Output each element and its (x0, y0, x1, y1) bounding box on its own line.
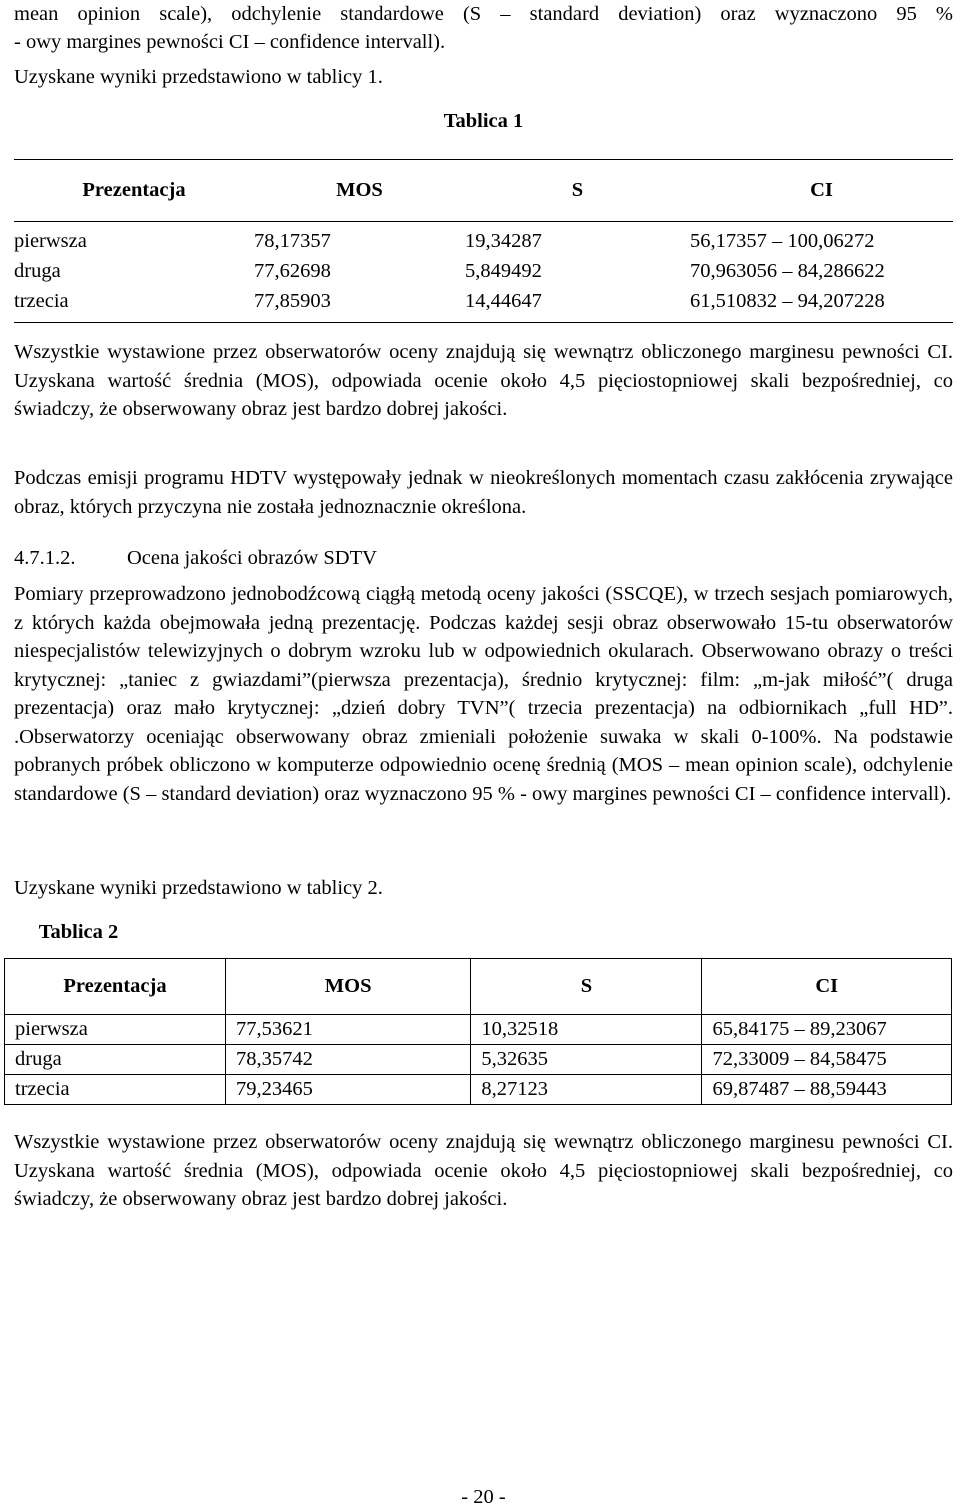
page-number: - 20 - (461, 1486, 506, 1508)
table-cell: 72,33009 – 84,58475 (702, 1045, 952, 1075)
table-row (5, 1015, 952, 1045)
paragraph: Uzyskane wyniki przedstawiono w tablicy 2. (14, 877, 383, 899)
table-2 (4, 958, 952, 1105)
table1-header-row (14, 160, 953, 222)
table-cell: 77,53621 (225, 1015, 470, 1045)
table-cell: 14,44647 (465, 289, 542, 312)
table-cell: 56,17357 – 100,06272 (690, 229, 875, 252)
paragraph: Pomiary przeprowadzono jednobodźcową ciągłą metodą oceny jakości (SSCQE), w trzech sesjach pomiarowych, z których każda obejmowała jedną prezentację. Podczas każdej sesji obraz obserwowało 15-tu obserwatorów niespecjalistów telewizyjnych o dobrym wzroku lub w odpowiednich okularach. Obserwowano obrazy o treści krytycznej: „taniec z gwiazdami”(pierwsza prezentacja), średnio krytycznej: film: „m-jak miłość”( druga prezentacja) oraz mało krytycznej: „dzień dobry TVN”( trzecia prezentacja) na odbiornikach „full HD”. .Obserwatorzy oceniając obserwowany obraz zmieniali położenie suwaka w skali 0-100%. Na podstawie pobranych próbek obliczono w komputerze odpowiednio ocenę średnią (MOS – mean opinion scale), odchylenie standardowe (S – standard deviation) oraz wyznaczono 95 % - owy margines pewności CI – confidence intervall). (14, 583, 953, 805)
section-title: Ocena jakości obrazów SDTV (127, 547, 377, 569)
table-cell: 69,87487 – 88,59443 (702, 1075, 952, 1105)
table-cell: 77,62698 (254, 259, 331, 282)
intro-line-3: Uzyskane wyniki przedstawiono w tablicy 1. (14, 66, 383, 88)
table-cell: trzecia (14, 289, 69, 312)
table1-body (14, 222, 953, 322)
table-cell: 70,963056 – 84,286622 (690, 259, 885, 282)
table-cell: pierwsza (14, 229, 87, 252)
table-row (14, 226, 953, 256)
table-cell: 61,510832 – 94,207228 (690, 289, 885, 312)
table-cell: 8,27123 (471, 1075, 702, 1105)
table-cell: 5,32635 (471, 1045, 702, 1075)
table-cell: 19,34287 (465, 229, 542, 252)
section-heading (14, 544, 953, 573)
table1-header-cell: CI (810, 179, 833, 202)
table2-header-row (5, 959, 952, 1015)
paragraph: Podczas emisji programu HDTV występowały jednak w nieokreślonych momentach czasu zakłócenia zrywające obraz, których przyczyna nie została jednoznacznie określona. (14, 467, 953, 518)
intro-line-2: - owy margines pewności CI – confidence intervall). (14, 31, 446, 53)
table-cell: druga (14, 259, 61, 282)
table1-caption: Tablica 1 (443, 110, 524, 132)
table2-header-cell: MOS (225, 959, 470, 1015)
table2-caption: Tablica 2 (38, 921, 119, 943)
paragraph: Wszystkie wystawione przez obserwatorów oceny znajdują się wewnątrz obliczonego marginesu pewności CI. Uzyskana wartość średnia (MOS), odpowiada ocenie około 4,5 pięciostopniowej skali bezpośredniej, co świadczy, że obserwowany obraz jest bardzo dobrej jakości. (14, 1131, 953, 1210)
table-cell: 78,35742 (225, 1045, 470, 1075)
table-cell: 77,85903 (254, 289, 331, 312)
table1-header-cell: Prezentacja (82, 179, 186, 202)
table2-header-cell: CI (702, 959, 952, 1015)
table-cell: 65,84175 – 89,23067 (702, 1015, 952, 1045)
table-cell: druga (5, 1045, 226, 1075)
table-row (5, 1075, 952, 1105)
section-number: 4.7.1.2. (14, 547, 76, 569)
table-row (14, 286, 953, 316)
table-cell: 78,17357 (254, 229, 331, 252)
intro-line-1: mean opinion scale), odchylenie standardowe (S – standard deviation) oraz wyznaczono 95 % (14, 3, 953, 25)
table-cell: pierwsza (5, 1015, 226, 1045)
table-cell: trzecia (5, 1075, 226, 1105)
paragraph: Wszystkie wystawione przez obserwatorów oceny znajdują się wewnątrz obliczonego marginesu pewności CI. Uzyskana wartość średnia (MOS), odpowiada ocenie około 4,5 pięciostopniowej skali bezpośredniej, co świadczy, że obserwowany obraz jest bardzo dobrej jakości. (14, 341, 953, 420)
table-row (5, 1045, 952, 1075)
table-cell: 10,32518 (471, 1015, 702, 1045)
table-row (14, 256, 953, 286)
table1-header-cell: MOS (336, 179, 383, 202)
table2-header-cell: S (471, 959, 702, 1015)
table-1 (14, 159, 953, 323)
table-cell: 5,849492 (465, 259, 542, 282)
table2-header-cell: Prezentacja (5, 959, 226, 1015)
table1-header-cell: S (571, 179, 584, 202)
table-cell: 79,23465 (225, 1075, 470, 1105)
